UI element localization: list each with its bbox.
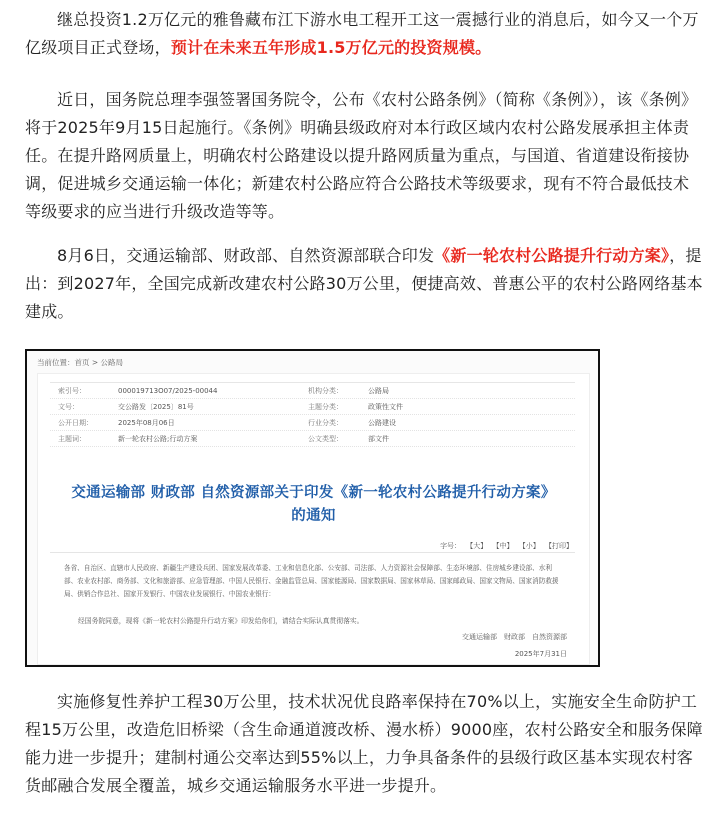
divider [50,552,575,553]
issue-date: 2025年7月31日 [514,650,567,658]
font-size-large-link[interactable]: 【大】 [466,542,488,550]
meta-value: 2025年08月06日 [118,418,175,427]
meta-value: 交公路发〔2025〕81号 [118,402,194,411]
meta-key: 文号： [58,402,79,411]
meta-value: 000019713O07/2025-00044 [118,386,218,395]
meta-value: 政策性文件 [368,402,403,411]
meta-value: 公路局 [368,386,389,395]
meta-key: 公开日期： [58,418,93,427]
meta-key: 行业分类： [308,418,343,427]
issuing-agencies: 交通运输部 财政部 自然资源部 [462,633,567,641]
font-size-medium-link[interactable]: 【中】 [492,542,514,550]
metadata-row [50,383,575,399]
metadata-table [50,382,575,447]
plan-paragraph [25,242,703,326]
investment-highlight: 预计在未来五年形成1.5万亿元的投资规模。 [170,38,492,57]
meta-key: 主题分类： [308,402,343,411]
plan-title-highlight: 《新一轮农村公路提升行动方案》 [434,246,670,265]
recipients-text: 各省、自治区、直辖市人民政府、新疆生产建设兵团、国家发展改革委、工业和信息化部、公安部、司法部、人力资源社会保障部、生态环境部、住房城乡建设部、水利部、农业农村部、商务部、文化和旅游部、应急管理部、中国人民银行、金融监管总局、国家能源局、国家数据局、国家林草局、国家邮政局、国家文物局、国家消防救援局、供销合作总社、国家开发银行、中国农业发展银行、中国农业银行： [64,564,559,598]
metadata-row [50,399,575,415]
plan-text-start: 8月6日，交通运输部、财政部、自然资源部联合印发 [57,246,435,265]
intro-text: 继总投资1.2万亿元的雅鲁藏布江下游水电工程开工这一震撼行业的消息后，如今又一个万亿级项目正式登场， [25,10,699,57]
meta-value: 部文件 [368,434,389,443]
intro-paragraph [25,6,703,62]
meta-value: 公路建设 [368,418,396,427]
notice-title-line1: 交通运输部 财政部 自然资源部关于印发《新一轮农村公路提升行动方案》 [71,485,556,501]
notice-body: 经国务院同意，现将《新一轮农村公路提升行动方案》印发给你们，请结合实际认真贯彻落实。 [78,617,364,625]
notice-card [37,373,590,665]
breadcrumb: 当前位置：首页 > 公路局 [37,358,124,367]
embedded-notice-screenshot [25,349,600,667]
regulation-paragraph: 近日，国务院总理李强签署国务院令，公布《农村公路条例》（简称《条例》），该《条例》将于2025年9月15日起施行。《条例》明确县级政府对本行政区域内农村公路发展承担主体责任。在提升路网质量上，明确农村公路建设以提升路网质量为重点，与国道、省道建设衔接协调，促进城乡交通运输一体化；新建农村公路应符合公路技术等级要求，现有不符合最低技术等级要求的应当进行升级改造等等。 [25,90,698,221]
metadata-row [50,415,575,431]
plan-text-end: ，提出：到2027年，全国完成新改建农村公路30万公里，便捷高效、普惠公平的农村公路网络基本建成。 [25,246,703,321]
meta-key: 索引号： [58,386,86,395]
notice-title-line2: 的通知 [291,508,336,524]
font-size-small-link[interactable]: 【小】 [518,542,540,550]
metadata-row [50,431,575,447]
meta-key: 机构分类： [308,386,343,395]
notice-title [58,482,569,528]
font-size-label: 字号： [440,542,462,550]
print-link[interactable]: 【打印】 [545,542,573,550]
meta-key: 公文类型： [308,434,343,443]
meta-value: 新一轮农村公路;行动方案 [118,434,198,443]
targets-paragraph: 实施修复性养护工程30万公里，技术状况优良路率保持在70%以上，实施安全生命防护工程15万公里，改造危旧桥梁（含生命通道渡改桥、漫水桥）9000座，农村公路安全和服务保障能力进一步提升；建制村通公交率达到55%以上，力争具备条件的县级行政区基本实现农村客货邮融合发展全覆盖，城乡交通运输服务水平进一步提升。 [25,692,703,795]
meta-key: 主题词： [58,434,86,443]
font-size-controls [437,541,573,551]
